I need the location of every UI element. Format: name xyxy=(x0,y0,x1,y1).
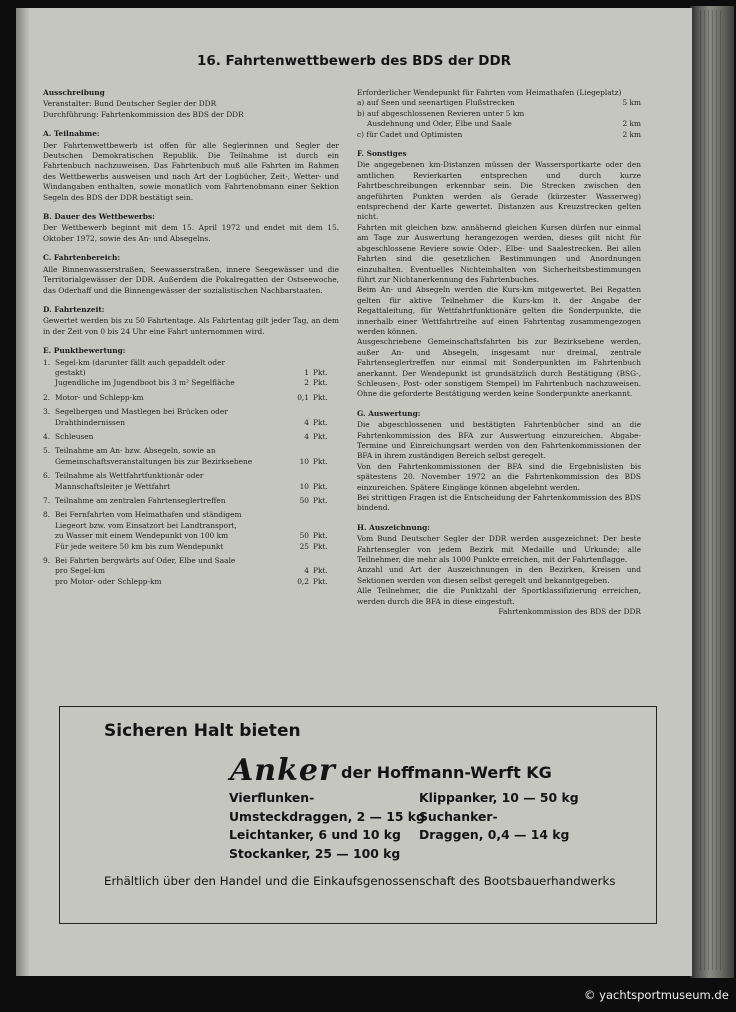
section-text: Vom Bund Deutscher Segler der DDR werden ausgezeichnet: Der beste Fahrtensegler von jedem Bezirk mit Medaille und Urkunde; alle Teilnehmer, die mehr als 1000 Punkte erreichen, mit der Fahrtenflagge. xyxy=(357,534,641,565)
section-text: Die abgeschlossenen und bestätigten Fahrtenbücher sind an die Fahrtenkommission des BFA zur Auswertung einzureichen. Abgabe-Termine und Einreichungsart werden von den Fahrtenkommissionen der BFA in ihrem zuständigen Bereich selbst geregelt. xyxy=(357,420,641,461)
ad-headline: Sicheren Halt bieten xyxy=(104,721,301,741)
points-item xyxy=(43,358,339,389)
points-value: 0,2 xyxy=(297,576,309,586)
points-unit xyxy=(309,510,339,520)
turning-point-list xyxy=(357,98,641,140)
points-text: Drahthindernissen xyxy=(55,417,125,427)
points-text: Teilnahme am An- bzw. Absegeln, sowie an xyxy=(55,446,216,456)
points-value xyxy=(285,471,309,481)
points-line xyxy=(43,566,339,576)
section-text: Anzahl und Art der Auszeichnungen in den Bezirken, Kreisen und Sektionen werden von diesen selbst geregelt und bekanntgegeben. xyxy=(357,565,641,585)
points-line xyxy=(43,471,339,481)
section-text: Der Fahrtenwettbewerb ist offen für alle Seglerinnen und Segler der Deutschen Demokratischen Republik. Die Teilnahme ist durch ein Fahrtenbuch nachzuweisen. Das Fahrtenbuch muß alle Fahrten im Rahmen des Wettbewerbs ausweisen und nach Art der Logbücher, Zeit-, Wetter- und Windangaben enthalten, sowie monatlich vom Fahrtenobmann einer Sektion Segeln des BDS der DDR bestätigt sein. xyxy=(43,140,339,202)
ad-products-left xyxy=(229,789,425,863)
points-number xyxy=(43,542,55,552)
points-unit: Pkt. xyxy=(313,431,328,441)
points-number: 7. xyxy=(43,496,51,505)
points-unit: Pkt. xyxy=(313,496,328,505)
points-text: Segel-km (darunter fällt auch gepaddelt oder xyxy=(55,357,225,367)
points-line xyxy=(43,358,339,368)
section-text: Beim An- und Absegeln werden die Kurs-km mitgewertet. Bei Regatten gelten für aktive Teilnehmer die Kurs-km lt. der Angabe der Regattaleitung, für Wettfahrtfunktionäre gelten die Sonderpunkte, die innerhalb einer Wettfahrtreihe auf einen Fahrtentag zusammengezogen werden können. xyxy=(357,285,641,336)
points-value xyxy=(285,556,309,566)
points-line xyxy=(43,556,339,566)
points-line xyxy=(43,393,339,403)
turning-point-text: a) auf Seen und seenartigen Flußstrecken xyxy=(357,98,515,108)
points-unit: Pkt. xyxy=(313,456,328,466)
points-unit xyxy=(309,471,339,481)
points-unit xyxy=(309,556,339,566)
points-value: 0,1 xyxy=(297,392,309,402)
ad-product: Draggen, 0,4 — 14 kg xyxy=(419,827,570,842)
turning-point-row xyxy=(357,109,641,119)
section-heading: C. Fahrtenbereich: xyxy=(43,253,121,263)
points-item xyxy=(43,510,339,552)
points-number xyxy=(43,521,55,531)
section-heading: E. Punktbewertung: xyxy=(43,346,126,356)
points-number: 3. xyxy=(43,407,51,417)
points-number: 8. xyxy=(43,510,51,520)
points-line xyxy=(43,446,339,456)
points-number: 6. xyxy=(43,471,51,481)
section-text: Bei strittigen Fragen ist die Entscheidung der Fahrtenkommission des BDS bindend. xyxy=(357,493,641,513)
turning-point-text: c) für Cadet und Optimisten xyxy=(357,129,463,139)
points-line xyxy=(43,496,339,506)
points-item xyxy=(43,393,339,403)
points-text: Segelbergen und Mastlegen bei Brücken oder xyxy=(55,407,228,417)
points-line xyxy=(43,510,339,520)
page-title: 16. Fahrtenwettbewerb des BDS der DDR xyxy=(196,53,512,69)
points-unit: Pkt. xyxy=(313,531,328,541)
points-line xyxy=(43,457,339,467)
points-value: 10 xyxy=(299,456,309,466)
ad-product: Suchanker- xyxy=(419,808,498,824)
page-gutter-shadow xyxy=(16,8,30,976)
points-unit: Pkt. xyxy=(313,541,328,551)
points-item xyxy=(43,446,339,467)
points-line xyxy=(43,378,339,388)
points-list xyxy=(43,358,339,588)
points-text: Mannschaftsleiter je Wettfahrt xyxy=(55,481,171,491)
turning-point-text: b) auf abgeschlossenen Revieren unter 5 km xyxy=(357,108,525,118)
section-text: Alle Binnenwasserstraßen, Seewasserstraßen, innere Seegewässer und die Territorialgewässer der DDR. Außerdem die Pokalregatten der Ostseewoche, das Oderhaff und die Binnengewässer der sozialistischen Nachbarstaaten. xyxy=(43,264,339,295)
points-unit xyxy=(309,407,339,417)
points-value: 2 xyxy=(304,378,309,388)
ad-product: Umsteckdraggen, 2 — 15 kg xyxy=(229,808,425,824)
turning-point-distance: 2 km xyxy=(622,129,641,139)
points-value: 4 xyxy=(304,566,309,576)
section-text: Alle Teilnehmer, die die Punktzahl der Sportklassifizierung erreichen, werden durch die BFA in diese eingestuft. xyxy=(357,586,641,606)
signature: Fahrtenkommission des BDS der DDR xyxy=(498,607,641,617)
points-line xyxy=(43,531,339,541)
points-unit: Pkt. xyxy=(313,566,328,576)
points-number: 2. xyxy=(43,392,51,402)
section-heading: G. Auswertung: xyxy=(357,408,421,418)
points-unit: Pkt. xyxy=(313,417,328,427)
ad-product: Stockanker, 25 — 100 kg xyxy=(229,845,401,861)
points-line xyxy=(43,418,339,428)
turning-point-distance: 5 km xyxy=(622,98,641,108)
turning-point-row xyxy=(357,98,641,108)
points-unit: Pkt. xyxy=(313,576,328,586)
points-text: Für jede weitere 50 km bis zum Wendepunkt xyxy=(55,541,224,551)
points-text: Gemeinschaftsveranstaltungen bis zur Bezirksebene xyxy=(55,456,253,466)
points-number xyxy=(43,482,55,492)
turning-point-intro: Erforderlicher Wendepunkt für Fahrten vom Heimathafen (Liegeplatz) xyxy=(357,88,622,97)
points-value: 1 xyxy=(304,367,309,377)
points-text: Liegeort bzw. vom Einsatzort bei Landtransport, xyxy=(55,520,237,530)
points-line xyxy=(43,407,339,417)
points-line xyxy=(43,432,339,442)
points-number xyxy=(43,418,55,428)
section-heading: D. Fahrtenzeit: xyxy=(43,304,105,314)
points-value: 50 xyxy=(299,531,309,541)
points-unit: Pkt. xyxy=(313,378,328,388)
section-heading: Ausschreibung xyxy=(43,88,105,97)
points-number xyxy=(43,566,55,576)
points-value xyxy=(285,407,309,417)
points-item xyxy=(43,432,339,442)
points-value: 4 xyxy=(304,417,309,427)
section-text: Die angegebenen km-Distanzen müssen der Wassersportkarte oder den amtlichen Revierkarten entsprechen und durch kurze Fahrtbeschreibungen erkennbar sein. Die Strecken zwischen den angeführten Punkten werden als Gerade (kürzester Wasserweg) entsprechend der Karte gewertet. Distanzen aus Kreuzstrecken gelten nicht. xyxy=(357,160,641,222)
points-number: 4. xyxy=(43,431,51,441)
section-heading: F. Sonstiges xyxy=(357,149,407,159)
copyright-watermark: © yachtsportmuseum.de xyxy=(584,988,729,1002)
ad-brand-logo: Anker xyxy=(230,753,336,788)
points-line xyxy=(43,482,339,492)
points-value xyxy=(285,358,309,368)
points-value xyxy=(285,521,309,531)
section-text: Fahrten mit gleichen bzw. annähernd gleichen Kursen dürfen nur einmal am Tage zur Auswertung herangezogen werden, dieses gilt nicht für abgeschlossene Reviere sowie Oder-, Elbe- und Saalestrecken. Bei allen Fahrten sind die gesetzlichen Bestimmungen und Anordnungen einzuhalten. Eventuelles Nichteinhalten von Sicherheitsbestimmungen führt zur Nichtanerkennung des Fahrtenbuches. xyxy=(357,222,641,284)
section-text: Von den Fahrtenkommissionen der BFA sind die Ergebnislisten bis spätestens 20. November 1972 an die Fahrtenkommission des BDS einzureichen. Spätere Eingänge können abgelehnt werden. xyxy=(357,461,641,492)
points-text: Bei Fernfahrten vom Heimathafen und ständigem xyxy=(55,510,242,520)
page xyxy=(16,8,692,976)
ad-company: der Hoffmann-Werft KG xyxy=(341,763,552,782)
ad-products-right xyxy=(419,789,579,845)
points-item xyxy=(43,496,339,506)
points-number xyxy=(43,577,55,587)
points-value: 10 xyxy=(299,481,309,491)
right-column xyxy=(357,88,641,618)
points-item xyxy=(43,471,339,492)
points-value: 4 xyxy=(304,431,309,441)
turning-point-row xyxy=(357,119,641,129)
ad-product: Vierflunken- xyxy=(229,790,315,805)
points-number: 5. xyxy=(43,446,51,456)
points-value xyxy=(285,446,309,456)
points-unit xyxy=(309,521,339,531)
ad-product: Leichtanker, 6 und 10 kg xyxy=(229,827,401,842)
points-item xyxy=(43,407,339,428)
points-unit: Pkt. xyxy=(313,367,328,377)
points-text: Teilnahme als Wettfahrtfunktionär oder xyxy=(55,471,204,481)
points-unit xyxy=(309,358,339,368)
turning-point-row xyxy=(357,130,641,140)
points-number xyxy=(43,378,55,388)
points-unit: Pkt. xyxy=(313,481,328,491)
points-item xyxy=(43,556,339,587)
points-value: 25 xyxy=(299,541,309,551)
points-text: Bei Fahrten bergwärts auf Oder, Elbe und Saale xyxy=(55,556,236,566)
section-text: Gewertet werden bis zu 50 Fahrtentage. Als Fahrtentag gilt jeder Tag, an dem in der Zeit von 0 bis 24 Uhr eine Fahrt unternommen wird. xyxy=(43,316,339,336)
points-number: 9. xyxy=(43,556,51,566)
ad-footer: Erhältlich über den Handel und die Einkaufsgenossenschaft des Bootsbauerhandwerks xyxy=(104,874,616,888)
points-text: Schleusen xyxy=(55,431,94,441)
points-text: Teilnahme am zentralen Fahrtenseglertreffen xyxy=(55,496,226,505)
points-text: pro Segel-km xyxy=(55,566,105,576)
points-number xyxy=(43,457,55,467)
points-text: gestakt) xyxy=(55,367,86,377)
points-number xyxy=(43,368,55,378)
section-text: Der Wettbewerb beginnt mit dem 15. April 1972 und endet mit dem 15. Oktober 1972, sowie des An- und Absegelns. xyxy=(43,223,339,243)
section-heading: A. Teilnahme: xyxy=(43,129,100,139)
points-text: Jugendliche im Jugendboot bis 3 m² Segelfläche xyxy=(55,378,235,388)
turning-point-text: Ausdehnung und Oder, Elbe und Saale xyxy=(367,119,512,129)
points-unit: Pkt. xyxy=(313,392,328,402)
section-heading: B. Dauer des Wettbewerbs: xyxy=(43,212,155,222)
turning-point-distance: 2 km xyxy=(622,119,641,129)
points-number: 1. xyxy=(43,357,51,367)
book-spine-pages xyxy=(700,10,724,970)
advertisement xyxy=(59,706,657,924)
left-column xyxy=(43,88,339,587)
points-line xyxy=(43,542,339,552)
points-line xyxy=(43,521,339,531)
points-line xyxy=(43,368,339,378)
points-unit xyxy=(309,446,339,456)
organizer-line: Durchführung: Fahrtenkommission des BDS der DDR xyxy=(43,109,244,119)
points-number xyxy=(43,531,55,541)
points-text: zu Wasser mit einem Wendepunkt von 100 km xyxy=(55,531,229,541)
ad-product: Klippanker, 10 — 50 kg xyxy=(419,790,579,805)
points-text: Motor- und Schlepp-km xyxy=(55,392,144,402)
points-value: 50 xyxy=(299,496,309,505)
points-line xyxy=(43,577,339,587)
section-heading: H. Auszeichnung: xyxy=(357,522,430,532)
organizer-line: Veranstalter: Bund Deutscher Segler der DDR xyxy=(43,99,217,109)
points-text: pro Motor- oder Schlepp-km xyxy=(55,576,162,586)
points-value xyxy=(285,510,309,520)
section-text: Ausgeschriebene Gemeinschaftsfahrten bis zur Bezirksebene werden, außer An- und Absegeln, insgesamt nur dreimal, zentrale Fahrtenseglertreffen nur einmal mit Sonderpunkten im Fahrtenbuch anerkannt. Der Wendepunkt ist grundsätzlich durch Bestätigung (BSG-, Schleusen-, Post- oder sonstigem Stempel) im Fahrtenbuch nachzuweisen. Ohne die geforderte Bestätigung werden keine Sonderpunkte anerkannt. xyxy=(357,337,641,399)
